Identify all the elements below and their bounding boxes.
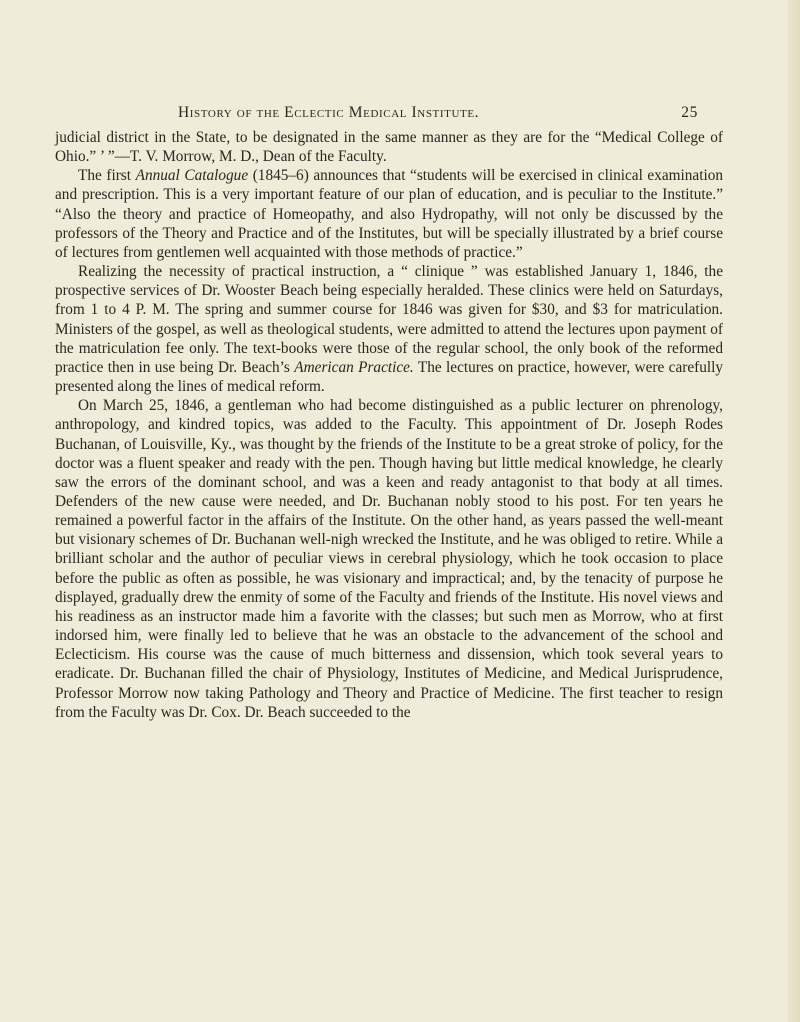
running-head: History of the Eclectic Medical Institute. [178, 104, 480, 121]
page-number: 25 [681, 104, 698, 121]
page-header [178, 104, 698, 126]
text-run: Realizing the necessity of practical instruction, a “ clinique ” was established January 1, 1846, the prospective services of Dr. Wooster Beach being especially heralded. These clinics were held on Saturdays, from 1 to 4 P. M. The spring and summer course for 1846 was given for $30, and $3 for matriculation. Ministers of the gospel, as well as theological students, were admitted to attend the lectures upon payment of the matriculation fee only. The text-books were those of the regular school, the only book of the reformed practice then in use being Dr. Beach’s [55, 263, 723, 376]
text-run: On March 25, 1846, a gentleman who had become distinguished as a public lecturer on phrenology, anthropology, and kindred topics, was added to the Faculty. This appointment of Dr. Joseph Rodes Buchanan, of Louisville, Ky., was thought by the friends of the Institute to be a great stroke of policy, for the doctor was a fluent speaker and ready with the pen. Though having but little medical knowledge, he clearly saw the errors of the dominant school, and was a keen and ready antagonist to that body at all times. Defenders of the new cause were needed, and Dr. Buchanan nobly stood to his post. For ten years he remained a powerful factor in the affairs of the Institute. On the other hand, as years passed the well-meant but visionary schemes of Dr. Buchanan well-nigh wrecked the Institute, and he was obliged to retire. While a brilliant scholar and the author of peculiar views in cerebral physiology, which he took occasion to place before the public as often as possible, he was visionary and impractical; and, by the tenacity of purpose he displayed, gradually drew the enmity of some of the Faculty and friends of the Institute. His novel views and his readiness as an instructor made him a favorite with the classes; but such men as Morrow, who at first indorsed him, were finally led to believe that he was an obstacle to the advancement of the school and Eclecticism. His course was the cause of much bitterness and dissension, which took several years to eradicate. Dr. Buchanan filled the chair of Physiology, Institutes of Medicine, and Medical Jurisprudence, Professor Morrow now taking Pathology and Theory and Practice of Medicine. The first teacher to resign from the Faculty was Dr. Cox. Dr. Beach succeeded to the [55, 397, 723, 721]
book-title: American Practice. [294, 358, 414, 376]
paragraph [55, 396, 723, 722]
paragraph [55, 262, 723, 396]
text-run: The lectures on practice, however, were carefully presented along the lines of medical reform. [55, 358, 724, 396]
text-run: The first [78, 167, 136, 185]
text-run: judicial district in the State, to be designated in the same manner as they are for the “Medical College of Ohio.” ’ ”—T. V. Morrow, M. D., Dean of the Faculty. [55, 129, 723, 166]
text-run: (1845–6) announces that “students will be exercised in clinical examination and prescription. This is a very important feature of our plan of education, and is peculiar to the Institute.” “Also the theory and practice of Homeopathy, and also Hydropathy, will not only be discussed by the professors of the Theory and Practice and of the Institutes, but will be specially illustrated by a brief course of lectures from gentlemen well acquainted with those methods of practice.” [55, 167, 724, 261]
body-text [55, 128, 723, 722]
book-title: Annual Catalogue [135, 167, 249, 185]
paragraph [55, 166, 723, 262]
paragraph [55, 128, 723, 166]
page-edge [788, 0, 800, 1022]
